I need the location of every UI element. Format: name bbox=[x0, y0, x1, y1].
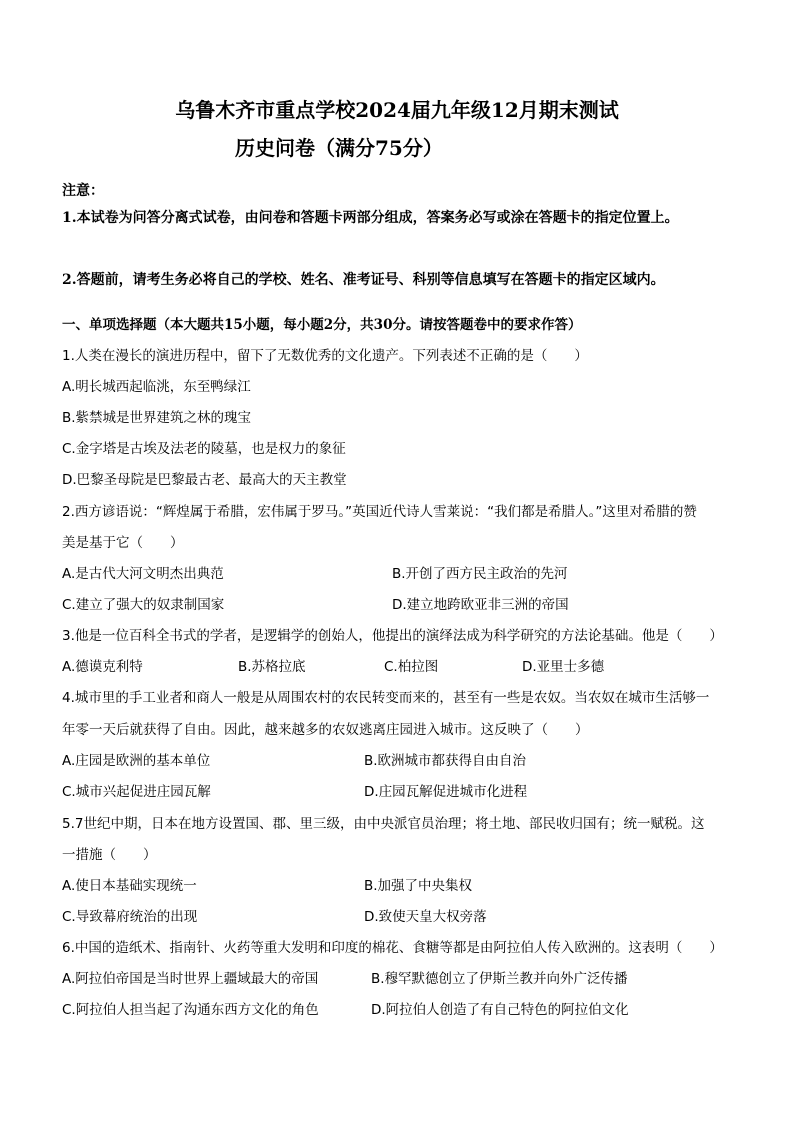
question-6-stem: 6.中国的造纸术、指南针、火药等重大发明和印度的棉花、食糖等都是由阿拉伯人传入欧洲的。这表明（ ） bbox=[62, 940, 723, 956]
question-5-stem-line1: 5.7世纪中期，日本在地方设置国、郡、里三级，由中央派官员治理；将土地、部民收归国有；统一赋税。这 bbox=[62, 816, 705, 832]
question-4-option-c: C.城市兴起促进庄园瓦解 bbox=[62, 784, 211, 800]
question-2-stem-line2: 美是基于它（ ） bbox=[62, 535, 184, 551]
question-5-option-d: D.致使天皇大权旁落 bbox=[364, 909, 487, 925]
question-1-option-c: C.金字塔是古埃及法老的陵墓，也是权力的象征 bbox=[62, 441, 346, 457]
notice-item-2: 2.答题前，请考生务必将自己的学校、姓名、准考证号、科别等信息填写在答题卡的指定区域内。 bbox=[62, 272, 665, 288]
question-4-stem-line1: 4.城市里的手工业者和商人一般是从周围农村的农民转变而来的，甚至有一些是农奴。当农奴在城市生活够一 bbox=[62, 690, 710, 706]
question-6-option-b: B.穆罕默德创立了伊斯兰教并向外广泛传播 bbox=[371, 971, 628, 987]
question-3-option-c: C.柏拉图 bbox=[384, 659, 439, 675]
question-6-option-a: A.阿拉伯帝国是当时世界上疆域最大的帝国 bbox=[62, 971, 319, 987]
question-5-option-b: B.加强了中央集权 bbox=[364, 878, 473, 894]
question-6-option-d: D.阿拉伯人创造了有自己特色的阿拉伯文化 bbox=[371, 1002, 629, 1018]
question-4-option-b: B.欧洲城市都获得自由自治 bbox=[364, 753, 527, 769]
question-1-stem: 1.人类在漫长的演进历程中，留下了无数优秀的文化遗产。下列表述不正确的是（ ） bbox=[62, 348, 588, 364]
question-4-option-d: D.庄园瓦解促进城市化进程 bbox=[364, 784, 528, 800]
question-4-option-a: A.庄园是欧洲的基本单位 bbox=[62, 753, 211, 769]
question-5-option-a: A.使日本基础实现统一 bbox=[62, 878, 197, 894]
question-3-option-a: A.德谟克利特 bbox=[62, 659, 143, 675]
question-5-stem-line2: 一措施（ ） bbox=[62, 847, 157, 863]
question-3-option-b: B.苏格拉底 bbox=[238, 659, 306, 675]
question-2-option-c: C.建立了强大的奴隶制国家 bbox=[62, 597, 225, 613]
question-2-option-d: D.建立地跨欧亚非三洲的帝国 bbox=[392, 597, 569, 613]
question-6-option-c: C.阿拉伯人担当起了沟通东西方文化的角色 bbox=[62, 1002, 319, 1018]
exam-title: 乌鲁木齐市重点学校2024届九年级12月期末测试 bbox=[175, 98, 619, 122]
question-3-option-d: D.亚里士多德 bbox=[522, 659, 605, 675]
notice-heading: 注意： bbox=[62, 183, 104, 199]
exam-subtitle: 历史问卷（满分75分） bbox=[235, 136, 443, 160]
question-1-option-d: D.巴黎圣母院是巴黎最古老、最高大的天主教堂 bbox=[62, 472, 347, 488]
question-5-option-c: C.导致幕府统治的出现 bbox=[62, 909, 198, 925]
question-4-stem-line2: 年零一天后就获得了自由。因此，越来越多的农奴逃离庄园进入城市。这反映了（ ） bbox=[62, 722, 589, 738]
question-3-stem: 3.他是一位百科全书式的学者，是逻辑学的创始人，他提出的演绎法成为科学研究的方法论基础。他是（ ） bbox=[62, 628, 723, 644]
question-1-option-a: A.明长城西起临洮，东至鸭绿江 bbox=[62, 379, 251, 395]
question-2-option-b: B.开创了西方民主政治的先河 bbox=[392, 566, 568, 582]
notice-item-1: 1.本试卷为问答分离式试卷，由问卷和答题卡两部分组成，答案务必写或涂在答题卡的指定位置上。 bbox=[62, 210, 679, 226]
question-2-option-a: A.是古代大河文明杰出典范 bbox=[62, 566, 224, 582]
section-heading: 一、单项选择题（本大题共15小题，每小题2分，共30分。请按答题卷中的要求作答） bbox=[62, 317, 582, 333]
question-2-stem-line1: 2.西方谚语说：“辉煌属于希腊，宏伟属于罗马。”英国近代诗人雪莱说：“我们都是希腊人。”这里对希腊的赞 bbox=[62, 504, 697, 520]
question-1-option-b: B.紫禁城是世界建筑之林的瑰宝 bbox=[62, 410, 252, 426]
